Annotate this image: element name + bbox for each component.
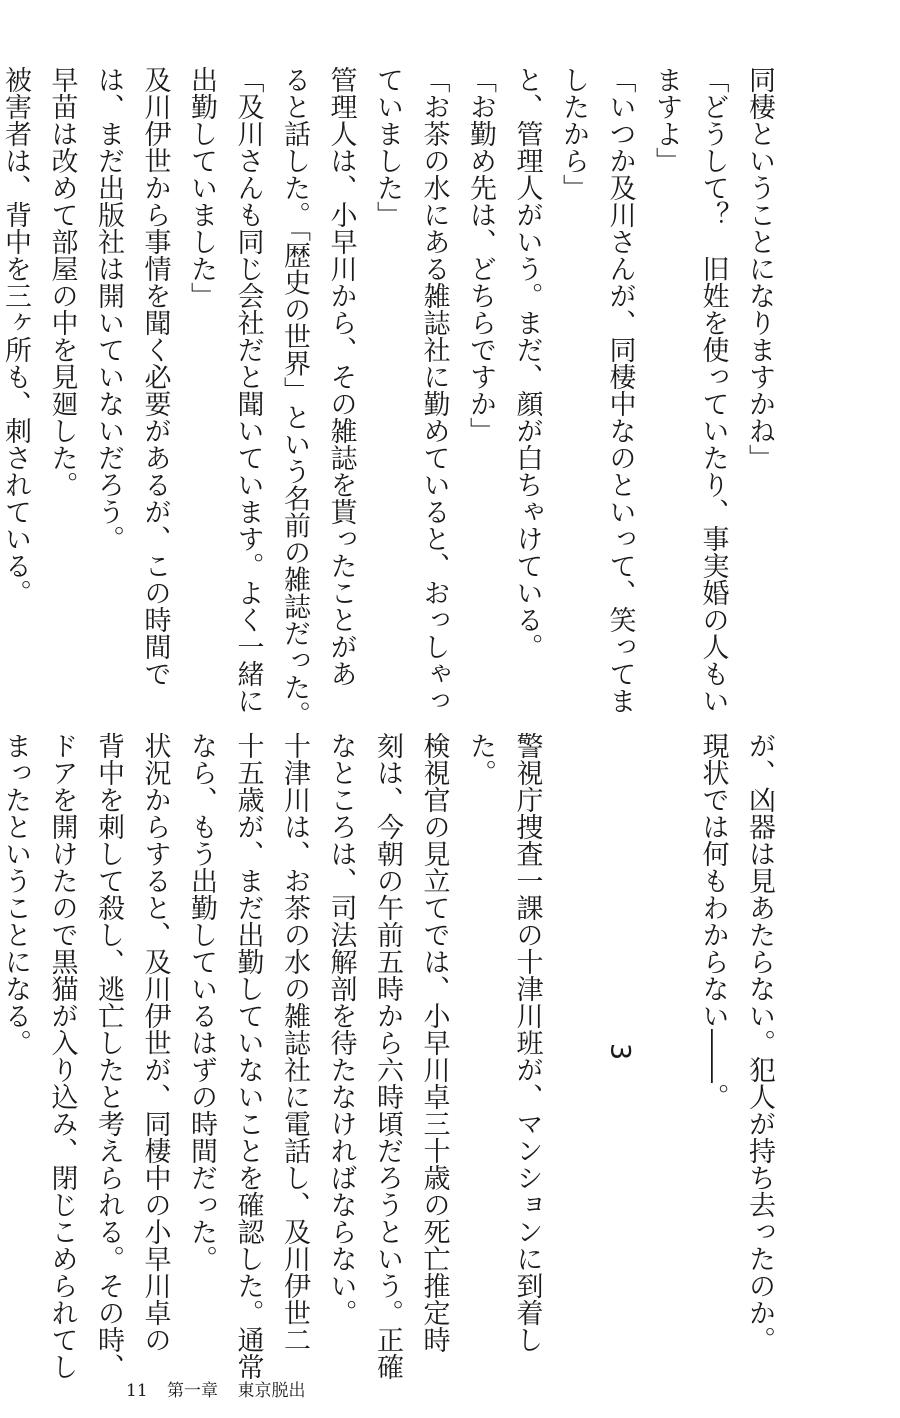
text-column: 状況からすると、及川伊世が、同棲中の小早川卓の xyxy=(139,732,171,1353)
text-column: は、まだ出版社は開いていないだろう。 xyxy=(93,66,124,552)
text-column: 背中を刺して殺し、逃亡したと考えられる。その時、 xyxy=(93,732,124,1380)
text-column: したから」 xyxy=(558,66,589,201)
text-column: と、管理人がいう。まだ、顔が白ちゃけている。 xyxy=(511,66,543,660)
text-column: 十津川は、お茶の水の雑誌社に電話し、及川伊世二 xyxy=(279,732,310,1353)
text-column: ドアを開けたので黒猫が入り込み、閉じこめられてし xyxy=(46,732,78,1380)
page-number: 11 xyxy=(126,1381,148,1401)
text-column: 十五歳が、まだ出勤していないことを確認した。通常 xyxy=(232,732,264,1380)
text-column: 現状では何もわからない――。 xyxy=(697,732,729,1110)
blank-column xyxy=(643,732,690,1372)
text-column: なところは、司法解剖を待たなければならない。 xyxy=(325,732,357,1326)
text-column: 早苗は改めて部屋の中を見廻した。 xyxy=(46,66,78,498)
text-column: 「いつか及川さんが、同棲中なのといって、笑ってま xyxy=(604,66,636,714)
text-column: なら、もう出勤しているはずの時間だった。 xyxy=(186,732,217,1272)
text-column: 出勤していました」 xyxy=(186,66,217,309)
text-column: 及川伊世から事情を聞く必要があるが、この時間で xyxy=(139,66,171,687)
text-column: 検視官の見立てでは、小早川卓三十歳の死亡推定時 xyxy=(418,732,450,1353)
text-column: 「お茶の水にある雑誌社に勤めていると、おっしゃっ xyxy=(418,66,450,714)
text-column: た。 xyxy=(465,732,496,786)
chapter-title: 東京脱出 xyxy=(237,1381,306,1401)
chapter-label: 第一章 xyxy=(167,1381,219,1401)
text-column: が、凶器は見あたらない。犯人が持ち去ったのか。 xyxy=(744,732,775,1353)
text-column: 管理人は、小早川から、その雑誌を貰ったことがあ xyxy=(325,66,357,687)
upper-text-block xyxy=(0,66,782,728)
lower-text-block xyxy=(0,732,782,1380)
text-column: 警視庁捜査一課の十津川班が、マンションに到着し xyxy=(511,732,543,1353)
section-heading: 3 xyxy=(604,1043,636,1061)
text-column: 同棲ということになりますかね」 xyxy=(744,66,775,471)
text-column: ていました」 xyxy=(372,66,403,228)
text-column: ますよ」 xyxy=(651,66,682,174)
text-column: 刻は、今朝の午前五時から六時頃だろうという。正確 xyxy=(372,732,403,1380)
text-column: 「及川さんも同じ会社だと聞いています。よく一緒に xyxy=(232,66,264,714)
text-column: ると話した。「歴史の世界」という名前の雑誌だった。 xyxy=(279,66,310,728)
text-column: 「お勤め先は、どちらですか」 xyxy=(465,66,496,444)
text-column: まったということになる。 xyxy=(0,732,31,1056)
text-column: 「どうして？ 旧姓を使っていたり、事実婚の人もい xyxy=(697,66,729,714)
text-column: 被害者は、背中を三ヶ所も、刺されている。 xyxy=(0,66,31,606)
page-footer xyxy=(126,1376,319,1401)
blank-column xyxy=(550,732,597,1372)
